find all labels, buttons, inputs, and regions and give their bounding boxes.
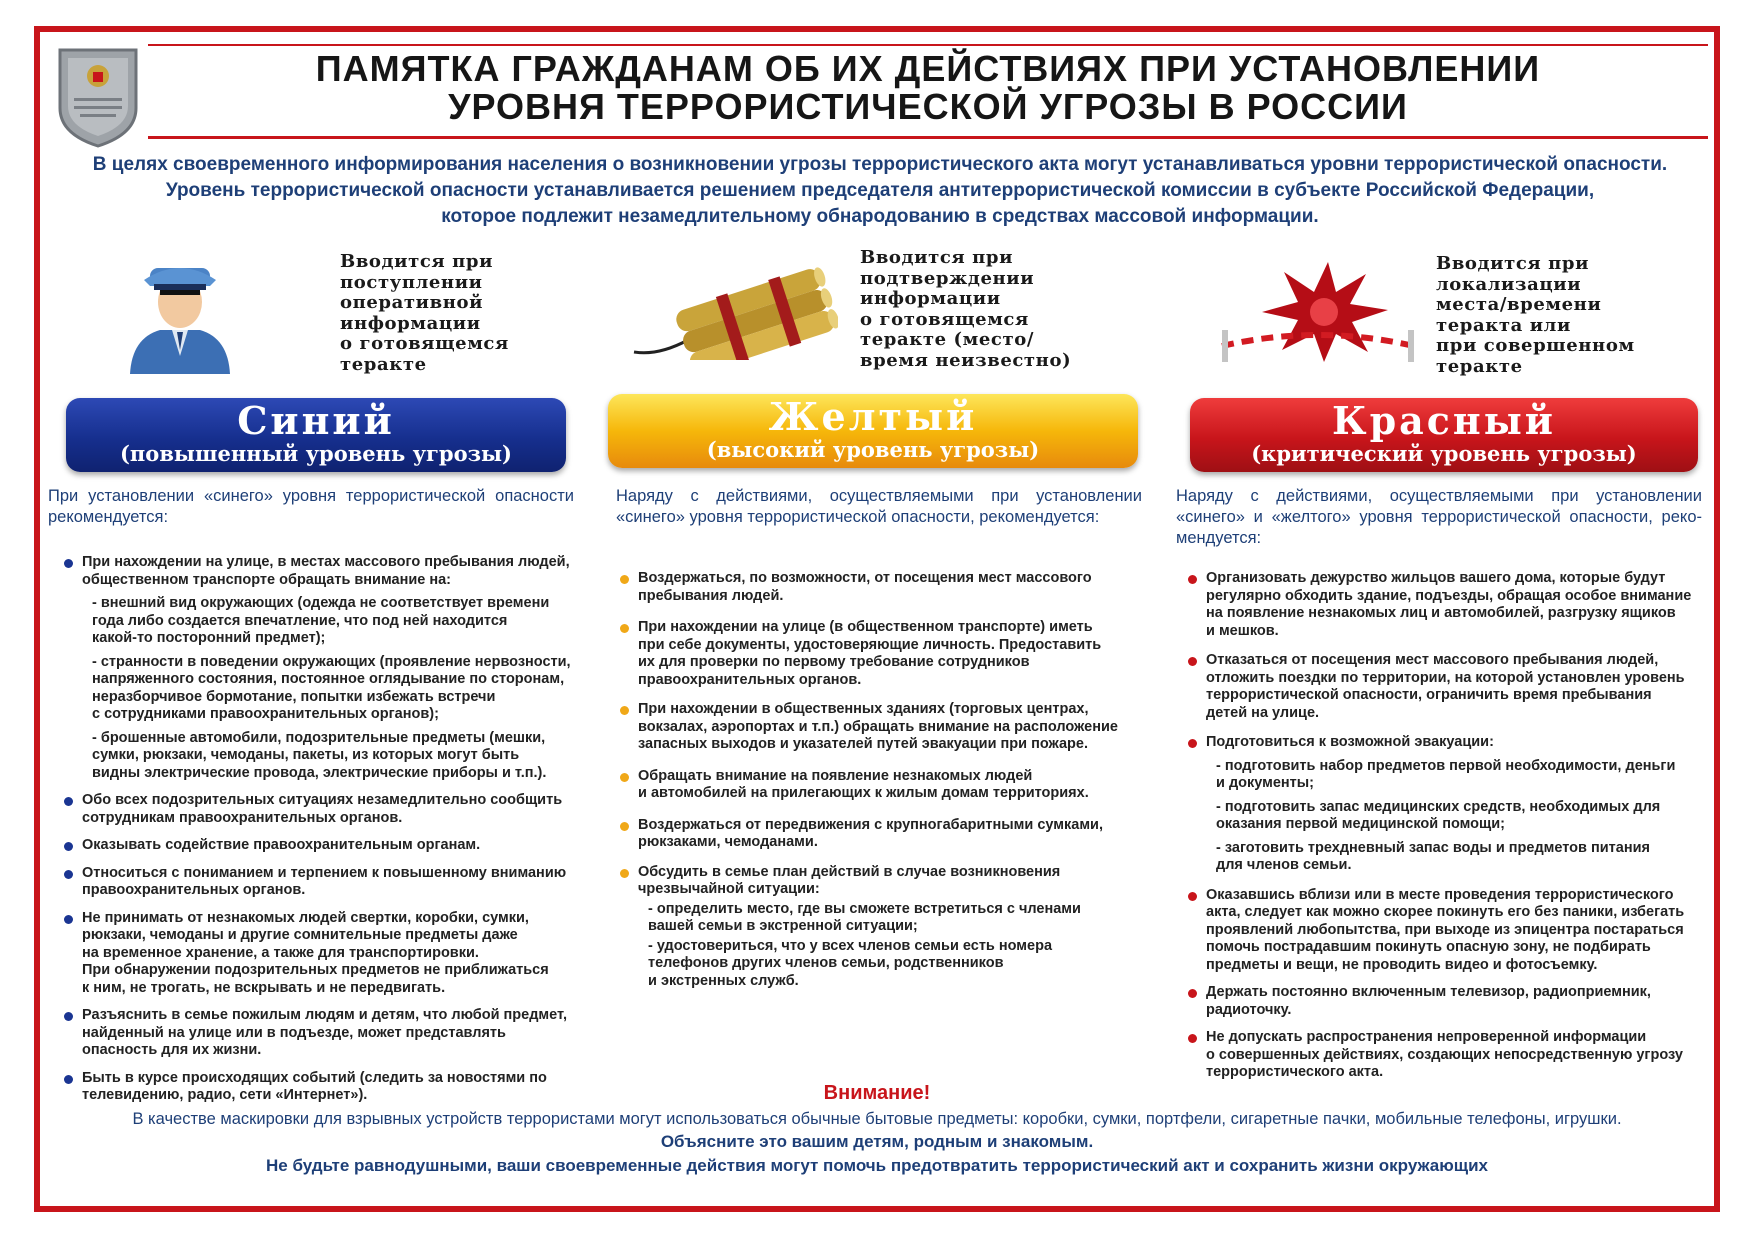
list-item: Не допускать распространения непроверенной информации о совершенных действиях, создающих непосредственную угрозу террористического акта. [1188,1029,1708,1082]
bullet-icon [620,773,629,782]
list-item: - внешний вид окружающих (одежда не соответствует времени года либо создается впечатление, что под ней находится какой-то посторонний предмет); [92,595,550,646]
bullet-icon [64,870,73,879]
bullet-icon [64,797,73,806]
list-item: - подготовить набор предметов первой необходимости, деньги и документы; [1216,757,1676,791]
banner-yellow-level [608,394,1138,468]
dynamite-icon [628,260,838,360]
list-item: Подготовиться к возможной эвакуации: [1188,734,1708,752]
list-item: - определить место, где вы сможете встретиться с членами вашей семьи в экстренной ситуации; [648,900,1081,934]
note-blue: Вводится при поступлении оперативной информации о готовящемся теракте [340,251,509,375]
list-item: Организовать дежурство жильцов вашего дома, которые будут регулярно обходить здание, подъезды, обращая особое внимание на появление незнакомых лиц и автомобилей, разгрузку ящиков и мешков. [1188,570,1708,640]
intro-text [60,152,1700,230]
list-item: Относиться с пониманием и терпением к повышенному вниманию правоохранительных органов. [64,865,584,900]
bullet-icon [620,624,629,633]
blue-recommendations-list [64,548,584,1105]
banner-yellow-subtitle: (высокий уровень угрозы) [706,437,1040,462]
attention-line-1: В качестве маскировки для взрывных устройств террористами могут использоваться обычные бытовые предметы: коробки, сумки, портфели, сигаретные пачки, мобильные телефоны, игрушки. [132,1110,1622,1128]
list-item: Обсудить в семье план действий в случае возникновения чрезвычайной ситуации: [620,864,1140,899]
banner-red-title: Красный [1332,398,1556,443]
bullet-icon [64,842,73,851]
bullet-icon [1188,989,1197,998]
bullet-icon [620,869,629,878]
title-line-1: ПАМЯТКА ГРАЖДАНАМ ОБ ИХ ДЕЙСТВИЯХ ПРИ УСТАНОВЛЕНИИ [315,48,1541,89]
attention-line-3: Не будьте равнодушными, ваши своевременные действия могут помочь предотвратить террористический акт и сохранить жизни окружающих [266,1156,1488,1175]
intro-line-2: Уровень террористической опасности устанавливается решением председателя антитеррористической комиссии в субъекте Российской Федерации, [165,180,1595,201]
bullet-icon [620,822,629,831]
list-item: Держать постоянно включенным телевизор, радиоприемник, радиоточку. [1188,984,1708,1019]
list-item: - удостовериться, что у всех членов семьи есть номера телефонов других членов семьи, родственников и экстренных служб. [648,937,1053,989]
list-item: Быть в курсе происходящих событий (следить за новостями по телевидению, радио, сети «Интернет»). [64,1070,584,1105]
bullet-icon [1188,575,1197,584]
red-recommendations-list [1188,564,1708,1082]
banner-red-subtitle: (критический уровень угрозы) [1251,441,1637,466]
list-item: Отказаться от посещения мест массового пребывания людей, отложить поездки по территории, на которой установлен уровень террористической опасности, ограничить время пребывания детей на улице. [1188,652,1708,722]
banner-red-level [1190,398,1698,472]
yellow-column-intro: Наряду с действиями, осуществляемыми при установлении «синего» уровня террористической опасности, рекомендуется: [616,487,1142,526]
list-item: - заготовить трехдневный запас воды и предметов питания для членов семьи. [1216,839,1650,873]
note-yellow: Вводится при подтверждении информации о готовящемся теракте (место/ время неизвестно) [860,247,1072,371]
list-item: Оказавшись вблизи или в месте проведения террористического акта, следует как можно скорее покинуть его без паники, избегать проявлений любопытства, при выходе из эпицентра постараться помочь пострадавшим покинуть опасную зону, не подбирать предметы и вещи, не проводить видео и фотосъемку. [1188,887,1708,975]
list-item: При нахождении на улице, в местах массового пребывания людей, общественном транспорте обращать внимание на: [64,554,584,589]
intro-line-3: которое подлежит незамедлительному обнародованию в средствах массовой информации. [441,206,1319,227]
bullet-icon [1188,657,1197,666]
list-item: Воздержаться от передвижения с крупногабаритными сумками, рюкзаками, чемоданами. [620,817,1140,852]
attention-line-2: Объясните это вашим детям, родным и знакомым. [660,1132,1094,1151]
bullet-icon [64,1012,73,1021]
red-column-intro: Наряду с действиями, осуществляемыми при установлении «синего» и «желтого» уровня террористической опасности, реко-мендуется: [1176,487,1702,547]
list-item: Оказывать содействие правоохранительным органам. [64,837,584,855]
title-rule-top [148,44,1708,46]
list-item: - брошенные автомобили, подозрительные предметы (мешки, сумки, рюкзаки, чемоданы, пакеты, из которых могут быть видны электрические провода, электрические приборы и т.п.). [92,729,547,781]
title-rule-bottom [148,136,1708,139]
bullet-icon [1188,739,1197,748]
bullet-icon [64,915,73,924]
blue-column-intro: При установлении «синего» уровня террористической опасности рекомендуется: [48,487,574,526]
banner-blue-level [66,398,566,472]
bullet-icon [1188,1034,1197,1043]
list-item: При нахождении в общественных зданиях (торговых центрах, вокзалах, аэропортах и т.п.) обращать внимание на расположение запасных выходов и указателей путей эвакуации при пожаре. [620,701,1140,754]
intro-line-1: В целях своевременного информирования населения о возникновении угрозы террористического акта могут устанавливаться уровни террористической опасности. [92,154,1668,175]
bullet-icon [1188,892,1197,901]
explosion-barrier-icon [1218,254,1418,364]
list-item: При нахождении на улице (в общественном транспорте) иметь при себе документы, удостоверяющие личность. Предоставить их для проверки по первому требование сотрудников правоохранительных органов. [620,619,1140,689]
poster-title [148,50,1708,126]
list-item: Разъяснить в семье пожилым людям и детям, что любой предмет, найденный на улице или в подъезде, может представлять опасность для их жизни. [64,1007,584,1060]
police-officer-icon [120,246,240,376]
bullet-icon [64,559,73,568]
bullet-icon [620,706,629,715]
list-item: Не принимать от незнакомых людей свертки, коробки, сумки, рюкзаки, чемоданы и другие сомнительные предметы даже на временное хранение, а также для транспортировки. При обнаружении подозрительных предметов не приближаться к ним, не трогать, не вскрывать и не передвигать. [64,910,584,998]
yellow-recommendations-list [620,564,1140,990]
banner-blue-subtitle: (повышенный уровень угрозы) [120,441,512,466]
bullet-icon [620,575,629,584]
banner-blue-title: Синий [237,398,395,443]
list-item: Обращать внимание на появление незнакомых людей и автомобилей на прилегающих к жилым домам территориях. [620,768,1140,803]
title-line-2: УРОВНЯ ТЕРРОРИСТИЧЕСКОЙ УГРОЗЫ В РОССИИ [448,86,1408,127]
list-item: Обо всех подозрительных ситуациях незамедлительно сообщить сотрудникам правоохранительных органов. [64,792,584,827]
list-item: - странности в поведении окружающих (проявление нервозности, напряженного состояния, постоянное оглядывание по сторонам, неразборчивое бормотание, попытки избежать встречи с сотрудниками правоохранительных органов); [92,653,571,722]
list-item: Воздержаться, по возможности, от посещения мест массового пребывания людей. [620,570,1140,605]
note-red: Вводится при локализации места/времени теракта или при совершенном теракте [1436,253,1635,377]
attention-title: Внимание! [823,1082,931,1104]
banner-yellow-title: Желтый [768,394,978,439]
list-item: - подготовить запас медицинских средств, необходимых для оказания первой медицинской помощи; [1216,798,1661,832]
committee-emblem-icon [56,46,140,148]
